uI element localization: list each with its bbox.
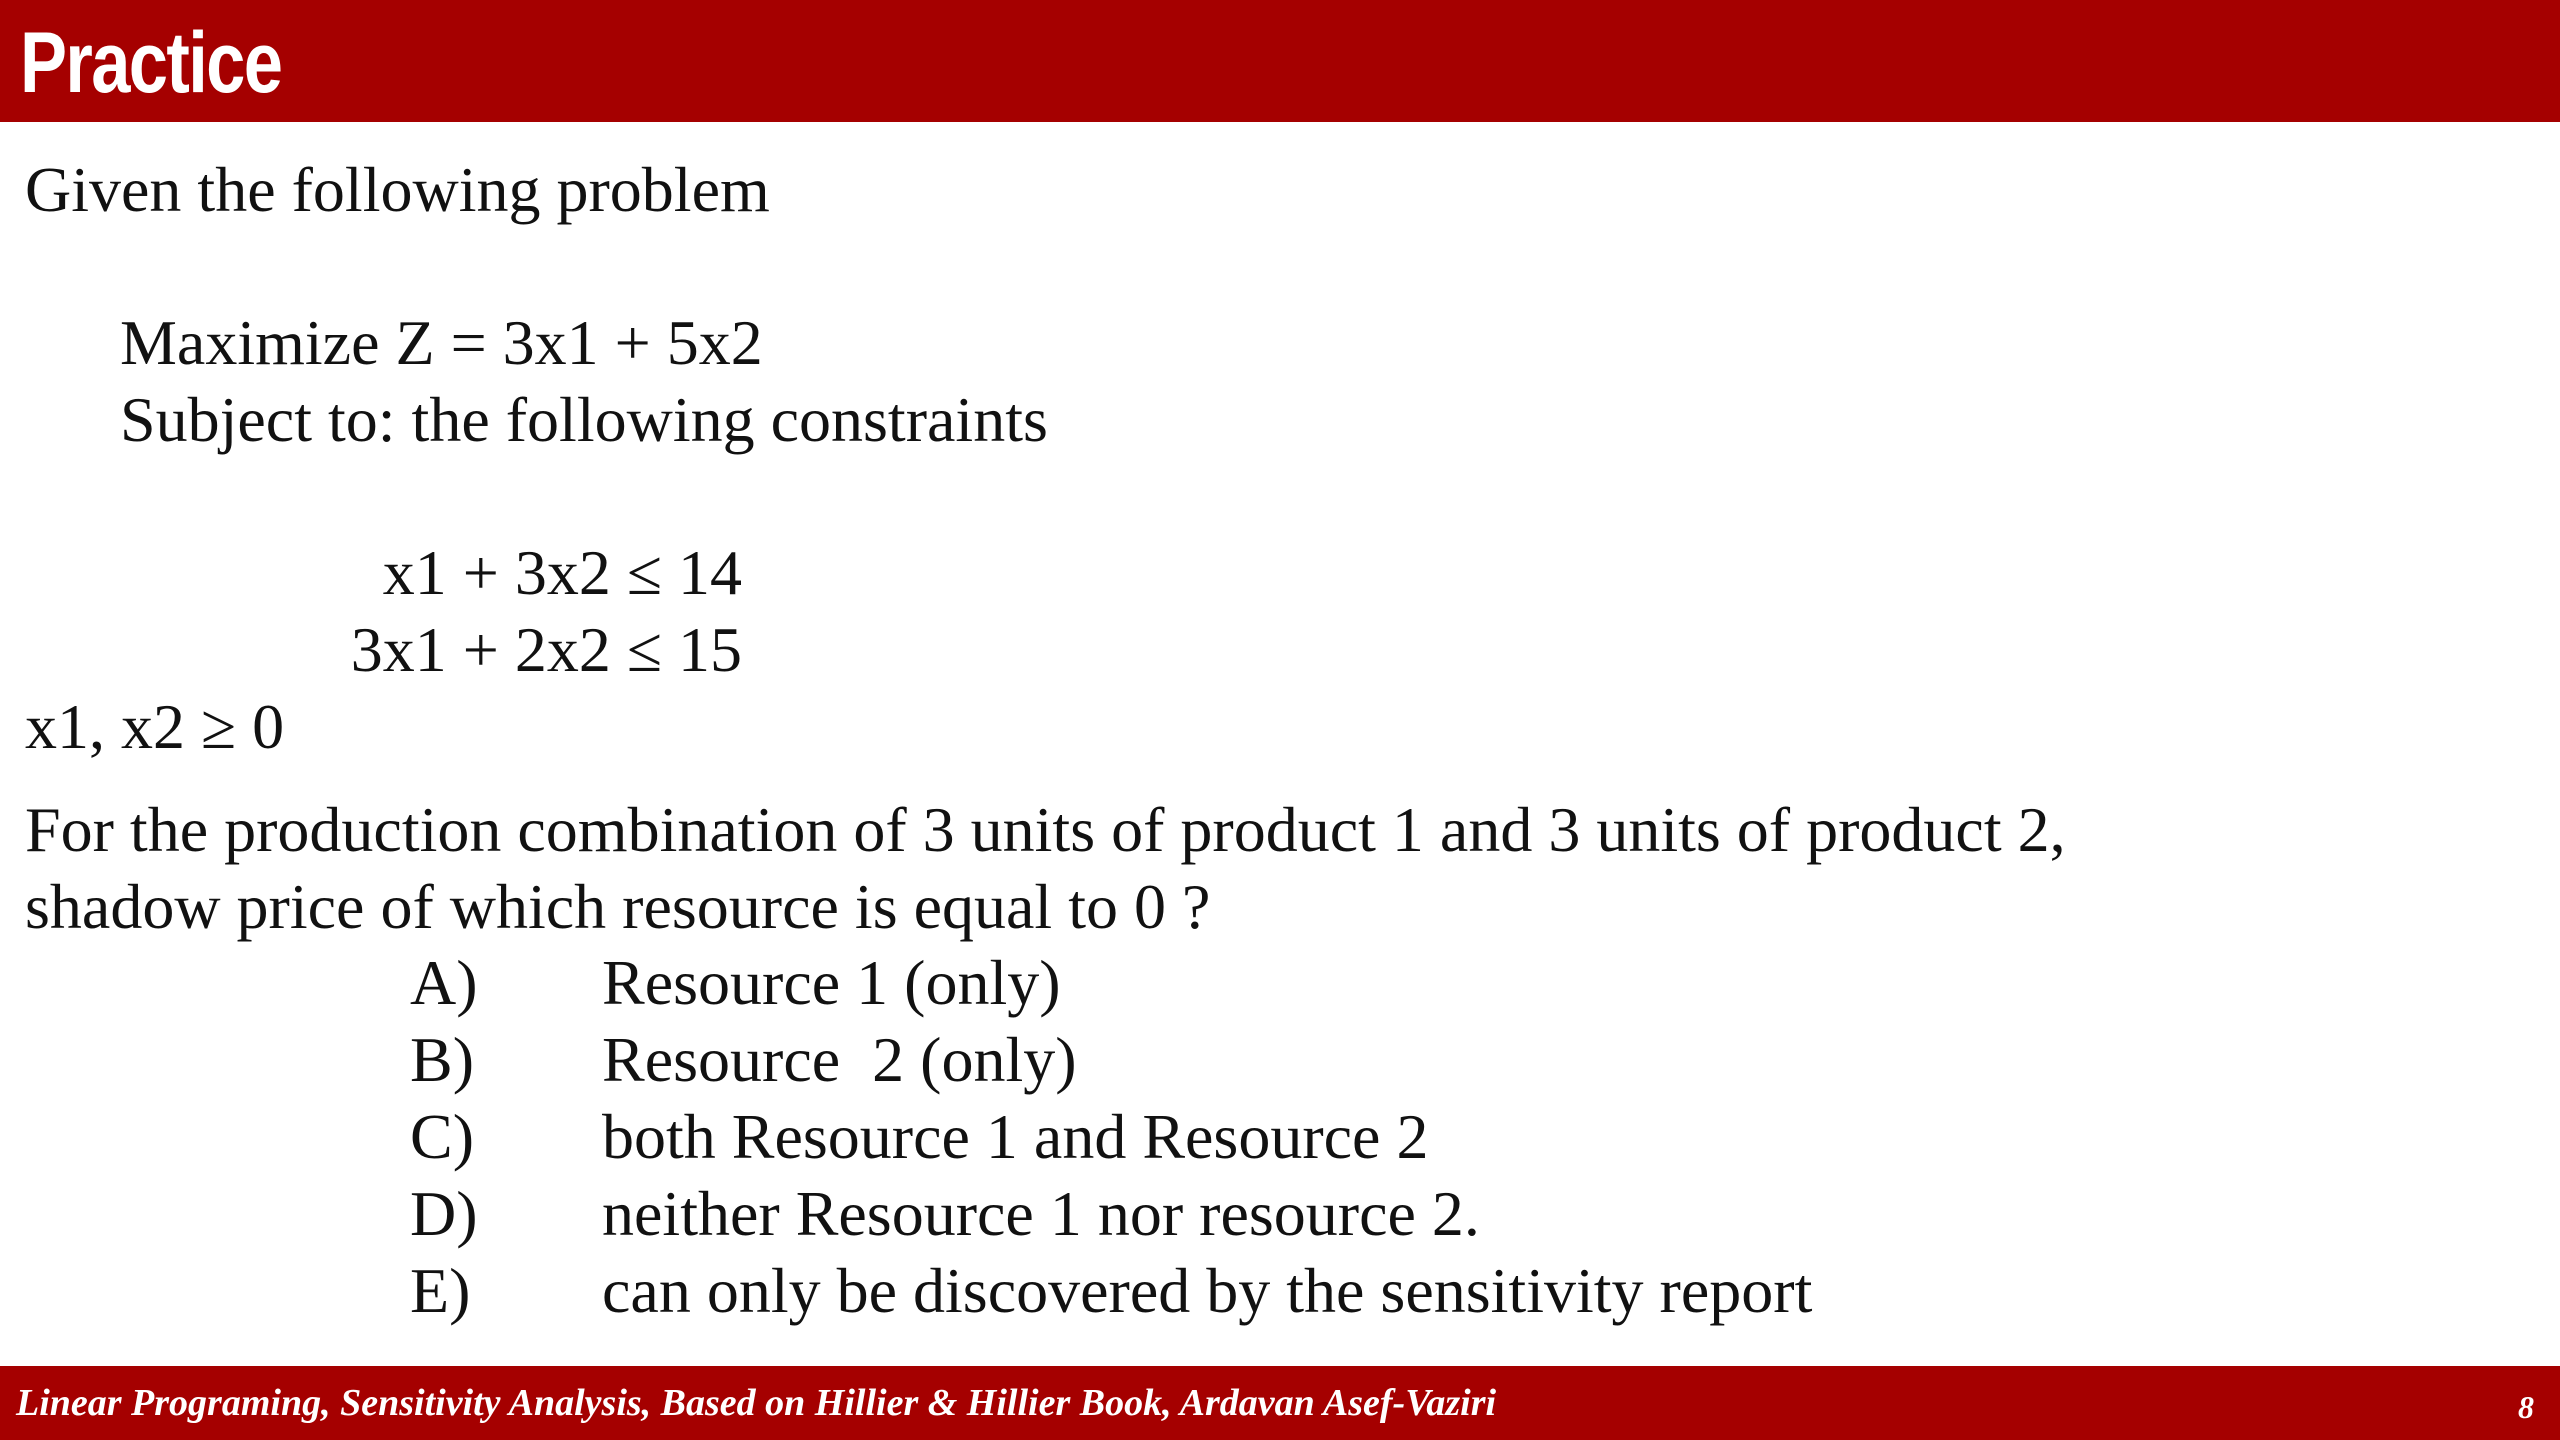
subject-to-text: Subject to: the following constraints — [120, 384, 1048, 455]
constraint-1: x1 + 3x2 ≤ 14 — [382, 537, 742, 608]
option-e-letter: E) — [410, 1255, 471, 1326]
option-a-letter: A) — [410, 947, 478, 1018]
option-b-letter: B) — [410, 1024, 474, 1095]
constraint-2: 3x1 + 2x2 ≤ 15 — [350, 614, 742, 685]
option-b-text: Resource 2 (only) — [602, 1024, 1077, 1095]
footer-citation: Linear Programing, Sensitivity Analysis, Based on Hillier & Hillier Book, Ardavan Asef-Vaziri — [16, 1382, 1497, 1424]
title-bar — [0, 0, 2560, 122]
slide-title: Practice — [20, 15, 282, 111]
page-number: 8 — [2518, 1389, 2534, 1425]
option-a-text: Resource 1 (only) — [602, 947, 1061, 1018]
option-d-letter: D) — [410, 1178, 478, 1249]
objective-function: Maximize Z = 3x1 + 5x2 — [120, 307, 763, 378]
question-line-2: shadow price of which resource is equal to 0 ? — [25, 871, 1211, 942]
intro-text: Given the following problem — [25, 154, 770, 225]
option-c-letter: C) — [410, 1101, 474, 1172]
option-d-text: neither Resource 1 nor resource 2. — [602, 1178, 1480, 1249]
nonnegativity-constraint: x1, x2 ≥ 0 — [25, 691, 285, 762]
option-e-text: can only be discovered by the sensitivity report — [602, 1255, 1813, 1326]
footer-bar — [0, 1366, 2560, 1440]
option-c-text: both Resource 1 and Resource 2 — [602, 1101, 1429, 1172]
question-line-1: For the production combination of 3 units of product 1 and 3 units of product 2, — [25, 794, 2066, 865]
